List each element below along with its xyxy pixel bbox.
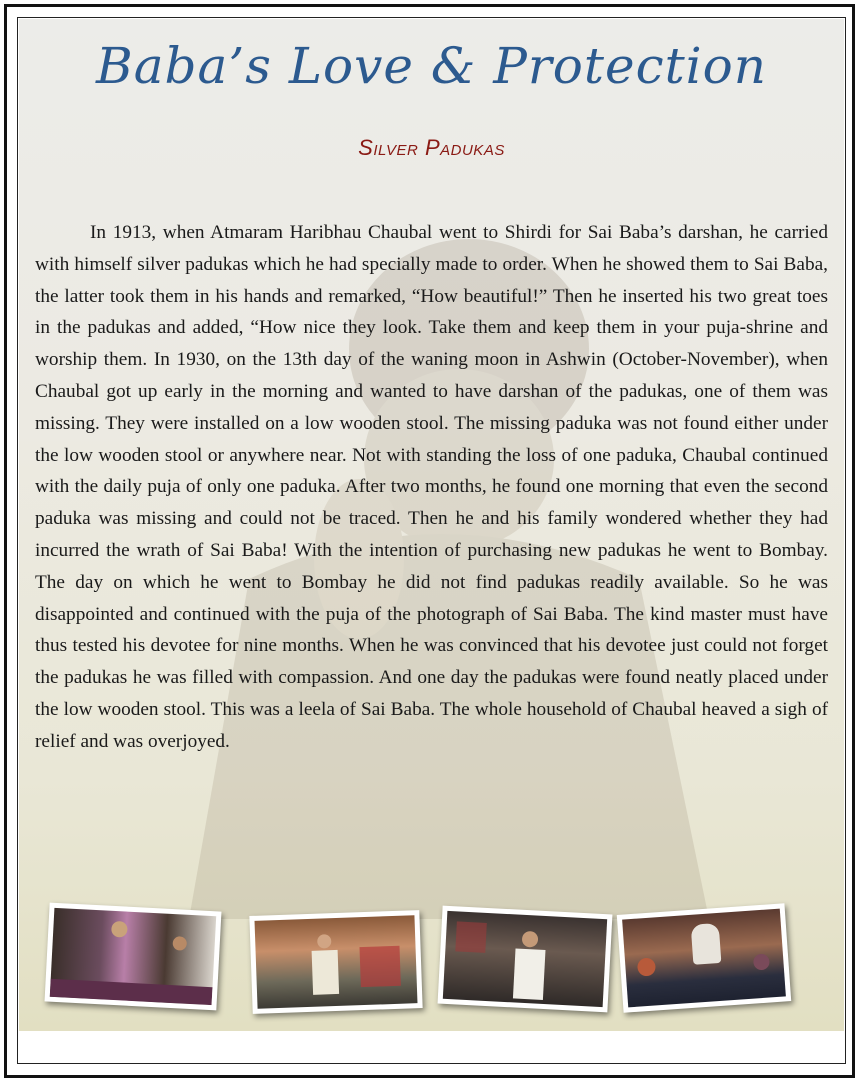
photo-3 (438, 906, 613, 1013)
story-paragraph: In 1913, when Atmaram Haribhau Chaubal went to Shirdi for Sai Baba’s darshan, he carried with himself silver padukas which he had specially made to order. When he showed them to Sai Baba, the latter took them in his hands and remarked, “How beautiful!” Then he inserted his two great toes in the padukas and added, “How nice they look. Take them and keep them in your puja-shrine and worship them. In 1930, on the 13th day of the waning moon in Ashwin (October-November), when Chaubal got up early in the morning and wanted to have darshan of the padukas, one of them was missing. They were installed on a low wooden stool. The missing paduka was not found either under the low wooden stool or anywhere near. Not with standing the loss of one paduka, Chaubal continued with the daily puja of only one paduka. After two months, he found one morning that even the second paduka was missing and could not be traced. Then he and his family wondered whether they had incurred the wrath of Sai Baba! With the intention of purchasing new padukas he went to Bombay. The day on which he went to Bombay he did not find padukas readily available. So he was disappointed and continued with the puja of the photograph of Sai Baba. The kind master must have thus tested his devotee for nine months. When he was convinced that his devotee just could not forget the padukas he was filled with compassion. And one day the padukas were found neatly placed under the low wooden stool. This was a leela of Sai Baba. The whole household of Chaubal heaved a sigh of relief and was overjoyed. (35, 222, 828, 752)
photo-3-image (443, 911, 607, 1007)
content-panel (19, 19, 844, 1031)
section-subtitle: Silver Padukas (358, 135, 505, 160)
photo-1-image (50, 908, 216, 1005)
photo-2 (249, 910, 422, 1014)
photo-1 (45, 903, 222, 1011)
photo-2-image (255, 915, 418, 1009)
page-title: Baba’s Love & Protection (96, 37, 767, 95)
photo-4 (617, 903, 791, 1012)
photo-4-image (622, 909, 786, 1008)
